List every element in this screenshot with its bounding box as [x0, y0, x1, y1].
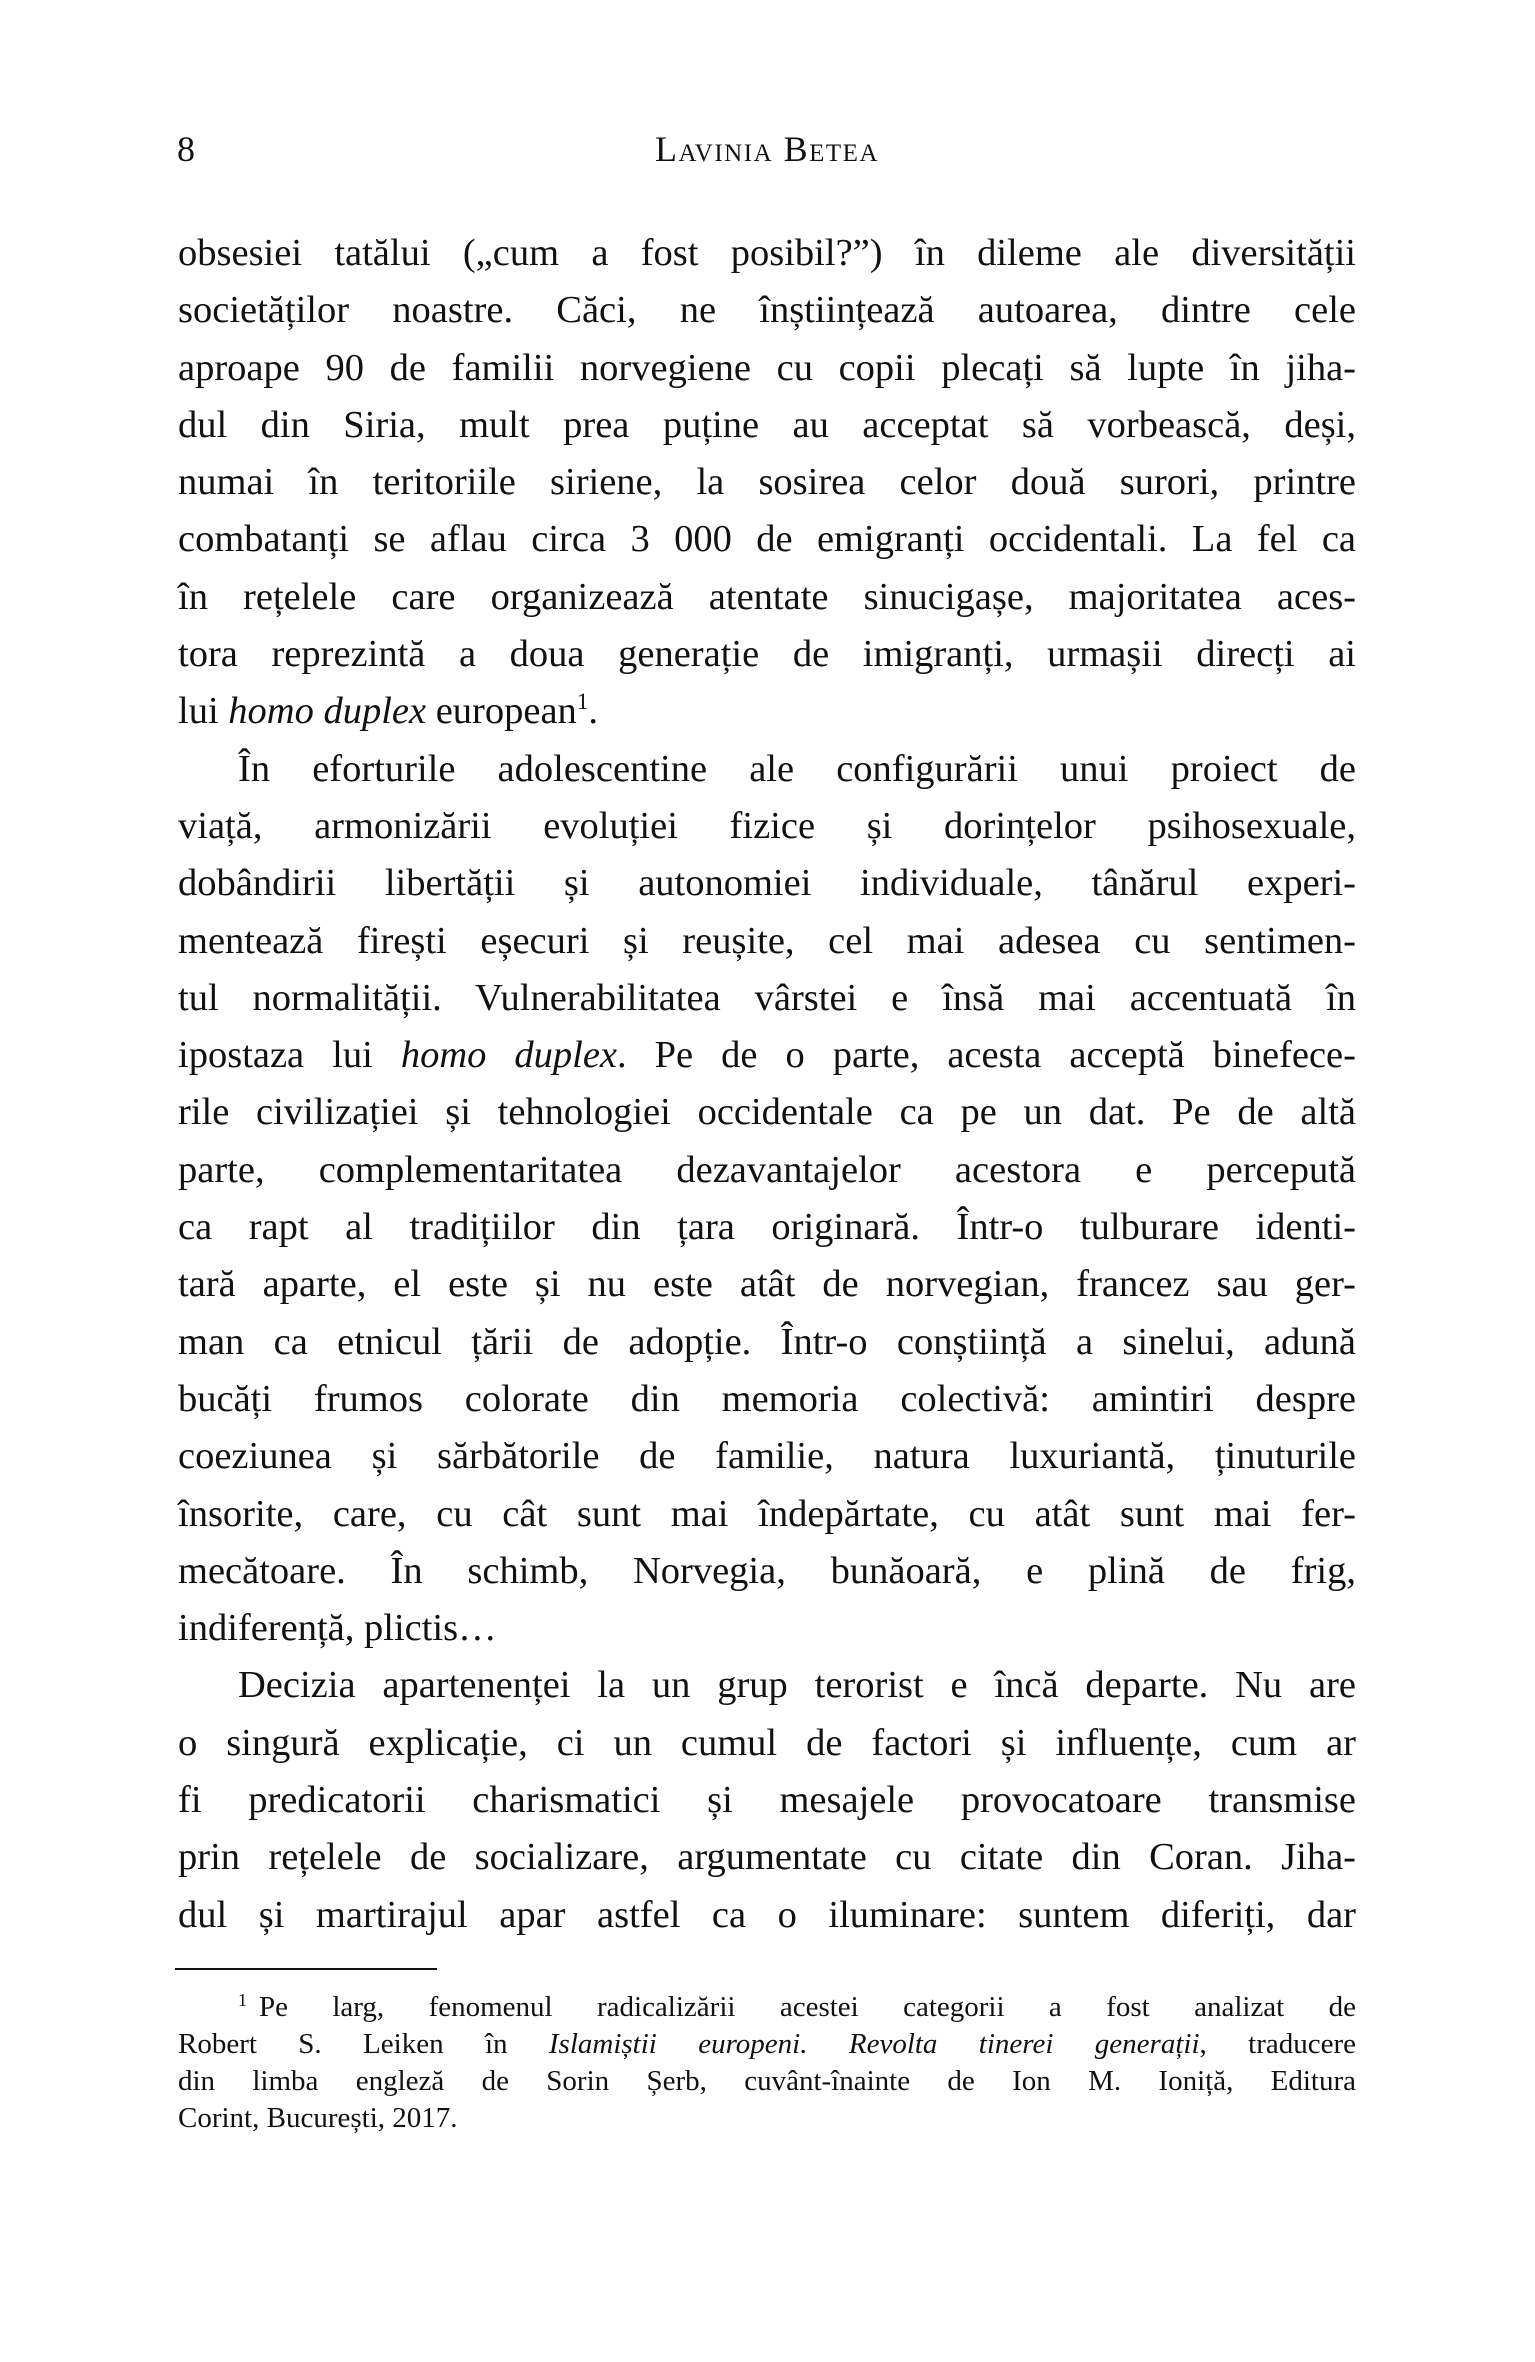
- text-run: tora reprezintă a doua generație de imigranți, urmașii direcți ai: [178, 633, 1356, 676]
- text-run: prin rețelele de socializare, argumentate cu citate din Coran. Jiha-: [178, 1836, 1356, 1879]
- text-line: [178, 855, 1356, 912]
- running-head: [0, 129, 1535, 169]
- text-line: [178, 1027, 1356, 1084]
- text-run: bucăți frumos colorate din memoria colectivă: amintiri despre: [178, 1377, 1356, 1420]
- text-run: din limba engleză de Sorin Șerb, cuvânt-înainte de Ion M. Ioniță, Editura: [178, 2065, 1356, 2097]
- text-run: . Pe de o parte, acesta acceptă binefece-: [617, 1034, 1356, 1077]
- footnote-reference: 1: [576, 688, 589, 715]
- text-line: [178, 798, 1356, 855]
- running-title-author: Lavinia Betea: [654, 129, 879, 169]
- body-text: [178, 225, 1356, 1944]
- text-run: mecătoare. În schimb, Norvegia, bunăoară, e plină de frig,: [178, 1549, 1356, 1592]
- text-run: numai în teritoriile siriene, la sosirea celor două surori, printre: [178, 461, 1356, 504]
- text-run: tară aparte, el este și nu este atât de norvegian, francez sau ger-: [178, 1263, 1356, 1306]
- text-run: aproape 90 de familii norvegiene cu copii plecați să lupte în jiha-: [178, 346, 1356, 389]
- text-line: [178, 569, 1356, 626]
- text-line: [178, 626, 1356, 683]
- text-run: parte, complementaritatea dezavantajelor acestora e percepută: [178, 1148, 1356, 1191]
- text-run: european: [426, 690, 577, 733]
- text-line: [178, 1772, 1356, 1829]
- text-run: man ca etnicul țării de adopție. Într-o conștiință a sinelui, adună: [178, 1320, 1356, 1363]
- text-line: [178, 1486, 1356, 1543]
- text-run: obsesiei tatălui („cum a fost posibil?”) în dileme ale diversității: [178, 232, 1356, 274]
- text-line: [178, 1657, 1356, 1714]
- text-run: indiferență, plictis…: [178, 1607, 497, 1650]
- text-run: Robert S. Leiken în: [178, 2028, 549, 2060]
- text-line: [178, 741, 1356, 798]
- text-run: în rețelele care organizează atentate sinucigașe, majoritatea aces-: [178, 575, 1356, 618]
- text-run: ca rapt al tradițiilor din țara originară. Într-o tulburare identi-: [178, 1206, 1356, 1249]
- text-line: [178, 511, 1356, 568]
- text-line: [178, 1371, 1356, 1428]
- text-run: dobândirii libertății și autonomiei individuale, tânărul experi-: [178, 862, 1356, 905]
- paragraph: [178, 741, 1356, 1658]
- text-line: [178, 1199, 1356, 1256]
- text-run: mentează firești eșecuri și reușite, cel mai adesea cu sentimen-: [178, 919, 1356, 962]
- footnote: [178, 1989, 1356, 2137]
- text-run: .: [588, 690, 598, 733]
- text-line: [178, 1543, 1356, 1600]
- text-run: fi predicatorii charismatici și mesajele provocatoare transmise: [178, 1779, 1356, 1822]
- text-line: [178, 1256, 1356, 1313]
- footnote-line: [178, 2100, 1356, 2137]
- text-run: Corint, București, 2017.: [178, 2102, 458, 2134]
- footnote-line: [178, 1989, 1356, 2026]
- text-run: , traducere: [1199, 2028, 1356, 2060]
- text-run: coeziunea și sărbătorile de familie, natura luxuriantă, ținuturile: [178, 1435, 1356, 1478]
- footnote-line: [178, 2026, 1356, 2063]
- text-line: [178, 225, 1356, 282]
- text-run: însorite, care, cu cât sunt mai îndepărtate, cu atât sunt mai fer-: [178, 1492, 1356, 1535]
- text-line: [178, 340, 1356, 397]
- text-run: tul normalității. Vulnerabilitatea vârstei e însă mai accentuată în: [178, 976, 1356, 1019]
- text-line: [178, 454, 1356, 511]
- text-run: lui: [178, 690, 229, 733]
- italic-text: homo duplex: [228, 690, 427, 733]
- text-run: o singură explicație, ci un cumul de factori și influențe, cum ar: [178, 1721, 1356, 1764]
- text-run: dul și martirajul apar astfel ca o iluminare: suntem diferiți, dar: [178, 1893, 1356, 1936]
- text-line: [178, 1829, 1356, 1886]
- text-run: dul din Siria, mult prea puține au acceptat să vorbească, deși,: [178, 403, 1356, 446]
- text-run: Decizia apartenenței la un grup terorist e încă departe. Nu are: [238, 1664, 1356, 1707]
- page-number: 8: [177, 129, 195, 169]
- text-run: combatanți se aflau circa 3 000 de emigranți occidentali. La fel ca: [178, 518, 1356, 561]
- italic-text: Islamiștii europeni. Revolta tinerei generații: [548, 2028, 1200, 2060]
- text-line: [178, 397, 1356, 454]
- text-run: viață, armonizării evoluției fizice și dorințelor psihosexuale,: [178, 804, 1356, 847]
- text-run: rile civilizației și tehnologiei occidentale ca pe un dat. Pe de altă: [178, 1091, 1356, 1134]
- paragraph: [178, 1657, 1356, 1943]
- text-run: În eforturile adolescentine ale configurării unui proiect de: [238, 747, 1356, 790]
- footnote-line: [178, 2063, 1356, 2100]
- text-line: [178, 970, 1356, 1027]
- text-run: ipostaza lui: [178, 1034, 401, 1077]
- text-line: [178, 1428, 1356, 1485]
- text-line: [178, 1084, 1356, 1141]
- text-line: [178, 1142, 1356, 1199]
- paragraph: [178, 225, 1356, 741]
- text-line: [178, 282, 1356, 339]
- text-line: [178, 1887, 1356, 1944]
- text-line: [178, 1715, 1356, 1772]
- text-run: societăților noastre. Căci, ne înștiințează autoarea, dintre cele: [178, 289, 1356, 332]
- text-line: [178, 683, 1356, 740]
- text-run: Pe larg, fenomenul radicalizării acestei categorii a fost analizat de: [258, 1991, 1356, 2023]
- text-line: [178, 913, 1356, 970]
- text-line: [178, 1600, 1356, 1657]
- footnote-separator-rule: [175, 1968, 437, 1970]
- text-line: [178, 1314, 1356, 1371]
- footnotes: [178, 1989, 1356, 2137]
- italic-text: homo duplex: [400, 1034, 617, 1077]
- footnote-marker: 1: [238, 1990, 247, 2011]
